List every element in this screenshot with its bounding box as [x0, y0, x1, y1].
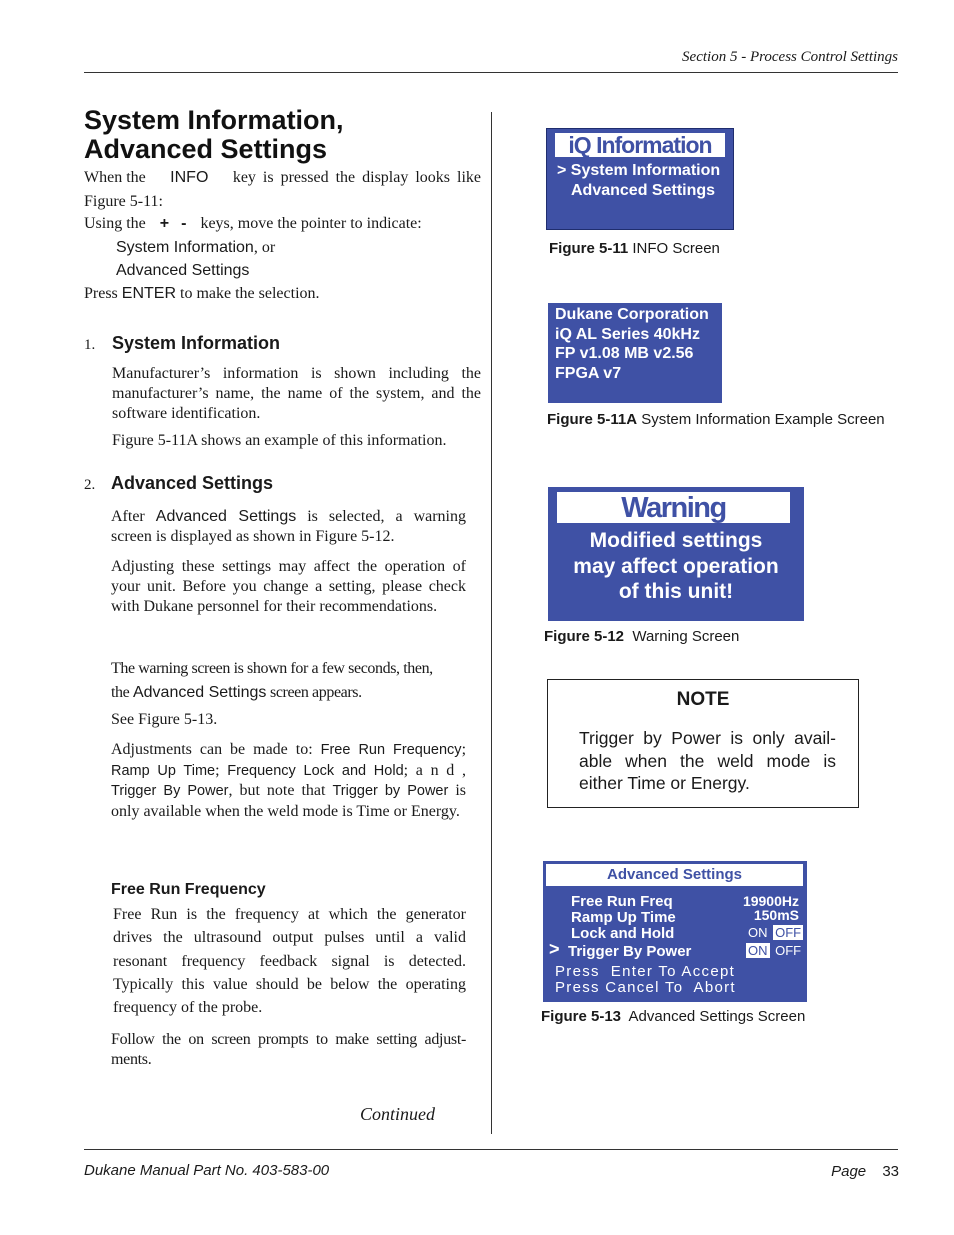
column-divider [491, 112, 492, 1134]
fig513-row4-on: ON [748, 943, 768, 958]
footer-rule [84, 1149, 898, 1150]
fig512-line2: may affect operation [573, 554, 779, 578]
item2-paragraph-5: Adjustments can be made to: Free Run Frequency; Ramp Up Time; Frequency Lock and Hold; a n d , Trigger By Power, but note that Trigger by Power is only available when the weld mode is Time or Energy. [111, 741, 467, 820]
fig513-row4-off: OFF [775, 943, 802, 958]
fig513-row2-value: 150mS [753, 907, 799, 923]
item2-number: 2. [84, 477, 96, 493]
fig511-line1: > System Information [557, 162, 721, 179]
fig511a-line3: FP v1.08 MB v2.56 [555, 345, 694, 363]
section-header: Section 5 - Process Control Settings [682, 49, 898, 65]
fig512-caption: Figure 5-12 Warning Screen [544, 628, 740, 645]
fig513-row3-on: ON [748, 925, 768, 940]
intro-option-1: System Information, or [116, 239, 276, 256]
item2-paragraph-1: After Advanced Settings is selected, a warning screen is displayed as shown in Figure 5-12. [111, 508, 467, 545]
fig513-row1-label: Free Run Freq [571, 893, 673, 910]
frf-heading: Free Run Frequency [111, 881, 266, 898]
fig511-screen-title: iQ Information [554, 132, 726, 158]
fig511a-line1: Dukane Corporation [555, 306, 709, 323]
fig513-row1-value: 19900Hz [742, 893, 799, 909]
fig513-row4-label: Trigger By Power [568, 943, 692, 960]
header-rule [84, 72, 898, 73]
fig513-row3-toggle [746, 925, 803, 940]
item1-paragraph-1: Manufacturer’s information is shown including the manufacturer’s name, the name of the system, and the software identification. [112, 365, 481, 422]
frf-paragraph-2: Follow the on screen prompts to make setting adjust-ments. [111, 1031, 466, 1068]
item2-heading: Advanced Settings [111, 473, 274, 493]
footer-page: Page 33 [831, 1163, 899, 1180]
frf-paragraph-1: Free Run is the frequency at which the generator drives the ultrasound output pulses until a valid resonant frequency feedback signal is detected. Typically this value should be below the operating frequency of the probe. [113, 906, 466, 1017]
fig511a-caption: Figure 5-11A System Information Example Screen [547, 411, 885, 428]
item2-paragraph-4: See Figure 5-13. [111, 711, 218, 728]
fig511-line2: Advanced Settings [571, 182, 716, 199]
page-title [84, 106, 344, 164]
fig511-caption: Figure 5-11 INFO Screen [549, 240, 720, 257]
fig513-screen-title: Advanced Settings [546, 864, 803, 886]
fig513-caption: Figure 5-13 Advanced Settings Screen [541, 1008, 806, 1025]
fig513-row3-label: Lock and Hold [571, 925, 675, 942]
intro-paragraph-2: Using the + - keys, move the pointer to indicate: [84, 215, 422, 232]
item1-number: 1. [84, 337, 96, 353]
page-number: 33 [882, 1163, 899, 1180]
info-key: INFO [170, 169, 209, 186]
minus-key: - [181, 215, 187, 232]
note-box [547, 679, 859, 808]
intro-option-2: Advanced Settings [116, 262, 250, 279]
fig511-screen [546, 128, 734, 230]
fig512-screen-title: Warning [557, 492, 790, 523]
enter-key: ENTER [121, 285, 177, 302]
footer-part-number: Dukane Manual Part No. 403-583-00 [84, 1162, 330, 1179]
item2-paragraph-2: Adjusting these settings may affect the operation of your unit. Before you change a setting, please check with Dukane personnel for their recommendations. [111, 558, 466, 615]
fig513-prompt2: Press Cancel To Abort [555, 979, 736, 996]
fig511a-line2: iQ AL Series 40kHz [555, 325, 700, 343]
note-heading: NOTE [676, 689, 730, 710]
fig513-pointer: > [549, 939, 560, 959]
fig513-row4-toggle [746, 943, 803, 958]
fig513-row3-off: OFF [775, 925, 802, 940]
fig513-row2-label: Ramp Up Time [571, 909, 676, 926]
fig512-screen [548, 487, 804, 621]
fig511a-screen [548, 303, 722, 403]
note-text: Trigger by Power is only avail-able when the weld mode is either Time or Energy. [579, 728, 836, 793]
fig513-prompt1: Press Enter To Accept [555, 963, 736, 980]
page-title-line1: System Information, [84, 105, 344, 135]
plus-key: + [159, 215, 170, 232]
item2-paragraph-3: The warning screen is shown for a few seconds, then, the Advanced Settings screen appears. [111, 660, 433, 701]
item1-heading: System Information [112, 333, 281, 353]
intro-paragraph-1: When the INFO key is pressed the display looks like Figure 5-11: [84, 166, 481, 214]
item1-paragraph-2: Figure 5-11A shows an example of this information. [112, 432, 447, 449]
intro-paragraph-3: Press ENTER to make the selection. [84, 285, 320, 302]
fig511a-line4: FPGA v7 [555, 365, 622, 383]
fig513-screen [543, 861, 807, 1002]
fig512-line1: Modified settings [589, 529, 763, 552]
fig512-line3: of this unit! [618, 580, 734, 603]
page-title-line2: Advanced Settings [84, 134, 328, 164]
continued-label: Continued [360, 1104, 435, 1124]
